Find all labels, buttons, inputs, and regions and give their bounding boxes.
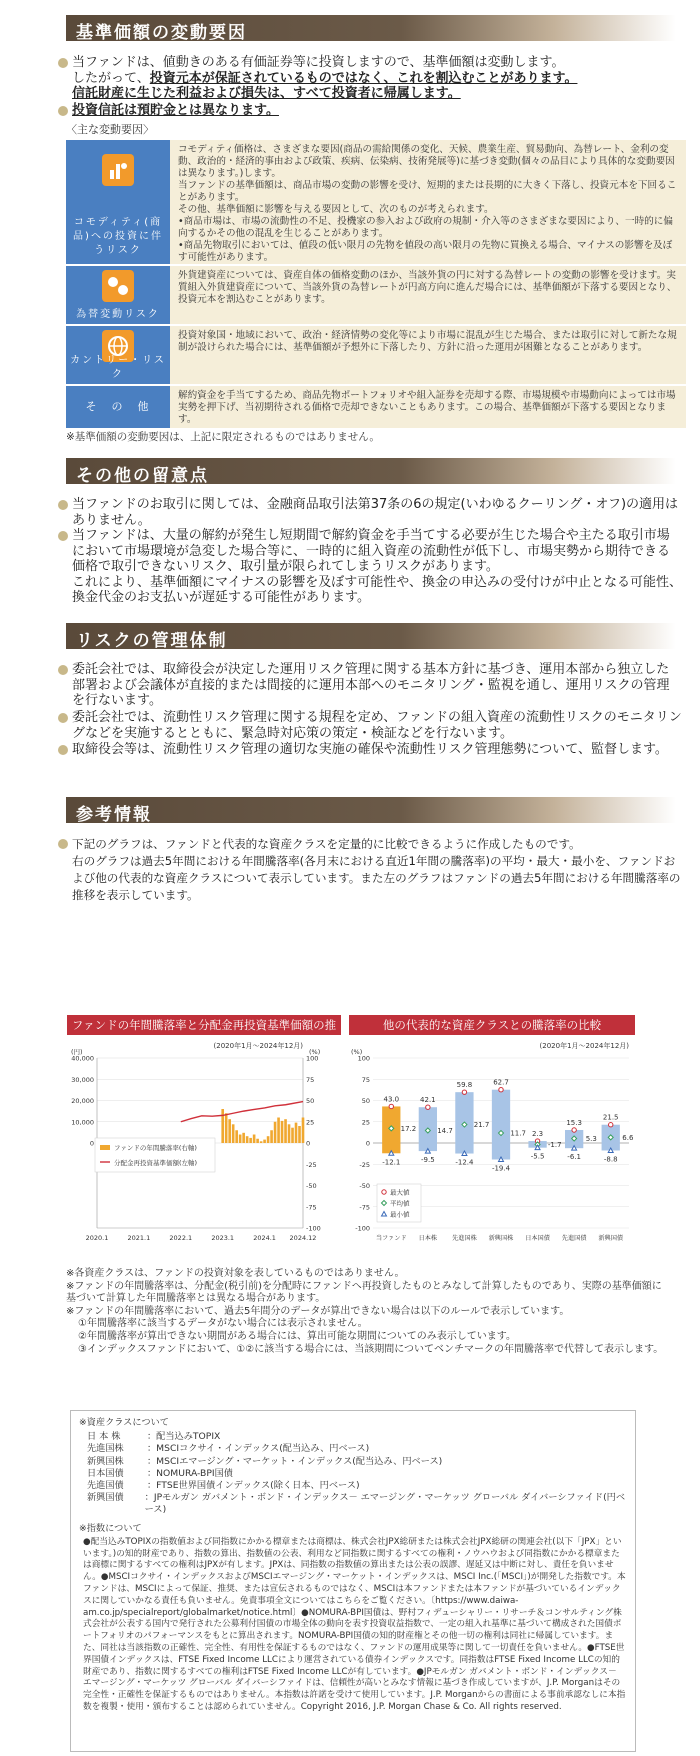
emphasis-text: 投資信託は預貯金とは異なります。	[72, 103, 279, 118]
avg-label: -1.7	[547, 1140, 562, 1149]
avg-label: 11.7	[510, 1129, 526, 1138]
text: 下記のグラフは、ファンドと代表的な資産クラスを定量的に比較できるように作成したものです。	[72, 837, 581, 851]
section-title: 基準価額の変動要因	[76, 23, 247, 43]
category-label: 当ファンド	[375, 1235, 407, 1242]
paragraph-risk-2	[72, 710, 682, 741]
legend-label: 最大値	[390, 1188, 410, 1197]
emphasis-text: 投資元本が保証されているものではなく、これを割込むことがあります。	[149, 70, 578, 86]
paragraph-fluctuation-2	[72, 103, 682, 119]
note: ③インデックスファンドにおいて、①②に該当する場合には、当該期間についてベンチマークの年間騰落率で代替して表示します。	[78, 1343, 664, 1355]
right-tick: 75	[306, 1075, 315, 1084]
chart-title-left: ファンドの年間騰落率と分配金再投資基準価額の推	[67, 1015, 341, 1035]
commodity-icon	[102, 154, 134, 186]
x-tick: 2024.12	[289, 1234, 317, 1242]
asset-value: ：MSCIエマージング・マーケット・インデックス(配当込み、円ベース)	[147, 1455, 443, 1467]
max-marker	[389, 1104, 393, 1108]
bullet-icon	[58, 58, 68, 68]
right-tick: 25	[306, 1118, 315, 1127]
y-tick: 75	[361, 1075, 370, 1084]
text: 取締役会等は、流動性リスク管理の適切な実施の確保や流動性リスク管理態勢について、監督します。	[72, 742, 668, 757]
risk-label-box	[66, 326, 170, 384]
section-title: リスクの管理体制	[76, 631, 228, 651]
min-label: -6.1	[567, 1153, 581, 1162]
index-title: ※指数について	[79, 1522, 142, 1534]
text: 当ファンドは、大量の解約が発生し短期間で解約資金を手当てする必要が生じた場合や主たる取引市場において市場環境が急変した場合等に、一時的に組入資産の流動性が低下し、市場実勢から期待できる価格で取引できないリスク、取引量が限られてしまうリスクがあります。	[72, 528, 671, 574]
x-tick: 2022.1	[169, 1234, 193, 1242]
min-label: -12.1	[382, 1158, 401, 1167]
asset-row	[87, 1443, 627, 1455]
asset-value: ：NOMURA-BPI国債	[147, 1467, 233, 1479]
return-bar	[281, 1121, 284, 1143]
y-tick: 50	[361, 1097, 370, 1105]
avg-label: 6.6	[622, 1133, 634, 1142]
asset-value: ：JPモルガン ガバメント・ボンド・インデックス－ エマージング・マーケッツ グローバル ダイバーシファイド(円ベース)	[144, 1492, 626, 1516]
max-label: 62.7	[493, 1078, 509, 1087]
section-header-reference	[66, 797, 676, 823]
min-label: -19.4	[491, 1164, 511, 1173]
return-bar	[235, 1130, 238, 1143]
return-bar	[298, 1126, 301, 1143]
y-tick: -75	[359, 1203, 370, 1212]
category-label: 日本株	[418, 1235, 438, 1242]
return-bar	[274, 1122, 277, 1143]
chart-title-right: 他の代表的な資産クラスとの騰落率の比較	[349, 1015, 635, 1035]
text: 当ファンドのお取引に関しては、金融商品取引法第37条の6の規定(いわゆるクーリング・オフ)の適用はありません。	[72, 497, 679, 528]
chart-asset-comparison	[349, 1038, 635, 1263]
asset-key: 日 本 株	[87, 1431, 121, 1443]
return-bar	[260, 1141, 263, 1143]
risk-description: コモディティ価格は、さまざまな要因(商品の需給関係の変化、天候、農業生産、貿易動向、為替レート、金利の変動、政治的・経済的事由および政策、疾病、伝染病、技術発展等)に基づき変動(個々の品目により具体的な変動要因は異なります。)します。 当ファンドの基準価額は、商品市場の変動の影響を受け、短期的または長期的に大きく下落し、投資元本を下回ることがあります。 その他、基準価額に影響を与える要因として、次のものが考えられます。 •商品市場は、市場の流動性の不足、投機家の参入および政府の規制・介入等のさまざまな要因により、一時的に偏向するかその他の混乱を生じることがあります。 •商品先物取引においては、値段の低い限月の先物を値段の高い限月の先物に買換える場合、マイナスの影響を及ぼす可能性があります。	[170, 140, 686, 264]
left-tick: 10,000	[71, 1118, 94, 1127]
left-tick: 0	[89, 1139, 94, 1148]
x-tick: 2024.1	[253, 1234, 276, 1242]
asset-row	[87, 1480, 627, 1492]
legend-bar-swatch	[100, 1145, 110, 1150]
risk-row-country	[66, 326, 686, 384]
text: これにより、基準価額にマイナスの影響を及ぼす可能性や、換金の申込みの受付けが中止となる可能性、換金代金のお支払いが遅延する可能性があります。	[72, 574, 682, 605]
risk-label-box	[66, 140, 170, 264]
bullet-icon	[58, 713, 68, 723]
return-bar	[295, 1123, 298, 1143]
max-label: 42.1	[420, 1096, 436, 1105]
right-tick: -25	[306, 1160, 317, 1169]
min-label: -12.4	[455, 1158, 474, 1167]
min-label: -9.5	[421, 1156, 435, 1165]
paragraph-reference	[72, 836, 682, 904]
asset-key: 先進国債	[87, 1480, 124, 1492]
period-label: (2020年1月～2024年12月)	[213, 1042, 303, 1050]
asset-row	[87, 1468, 627, 1480]
asset-key: 先進国株	[87, 1443, 124, 1455]
right-tick: -50	[306, 1182, 317, 1190]
max-label: 59.8	[456, 1081, 473, 1090]
category-label: 新興国株	[488, 1235, 514, 1242]
chart-notes	[66, 1268, 666, 1356]
risk-label: カントリー・リスク	[70, 355, 166, 380]
asset-row	[87, 1431, 627, 1443]
avg-label: 21.7	[473, 1121, 490, 1130]
risk-description: 投資対象国・地域において、政治・経済情勢の変化等により市場に混乱が生じた場合、または取引に対して新たな規制が設けられた場合には、基準価額が予想外に下落したり、方針に沿った運用が困難となることがあります。	[170, 326, 686, 384]
risk-row-currency	[66, 266, 686, 324]
return-bar	[239, 1135, 242, 1144]
x-tick: 2021.1	[127, 1234, 151, 1242]
emphasis-text: 信託財産に生じた利益および損失は、すべて投資者に帰属します。	[72, 86, 461, 101]
return-bar	[242, 1133, 245, 1143]
asset-class-notes	[70, 1410, 636, 1752]
risk-label: そ の 他	[85, 400, 151, 413]
return-bar	[302, 1118, 305, 1144]
category-label: 新興国債	[598, 1235, 624, 1242]
max-marker	[499, 1088, 503, 1092]
bullet-icon	[58, 106, 68, 116]
risk-label-box	[66, 266, 170, 324]
text: 委託会社では、流動性リスク管理に関する規程を定め、ファンドの組入資産の流動性リスクのモニタリングなどを実施するとともに、緊急時対応策の策定・検証などを行ないます。	[72, 710, 682, 741]
legend-label: 平均値	[390, 1199, 410, 1208]
return-bar	[253, 1135, 256, 1144]
return-bar	[284, 1119, 287, 1143]
max-marker	[462, 1090, 466, 1094]
right-tick: -100	[306, 1224, 321, 1233]
text: 委託会社では、取締役会が決定した運用リスク管理に関する基本方針に基づき、運用本部から独立した部署および会議体が直接的または間接的に運用本部へのモニタリング・監視を通し、運用リスクの管理を行ないます。	[72, 662, 670, 708]
y-tick: 0	[365, 1139, 370, 1148]
risk-label: コモディティ(商品)への投資に伴うリスク	[73, 217, 163, 256]
left-axis-unit: (円)	[71, 1048, 83, 1056]
category-label: 先進国株	[452, 1235, 477, 1242]
y-tick: 100	[357, 1054, 370, 1063]
asset-value: ：FTSE世界国債インデックス(除く日本、円ベース)	[147, 1480, 360, 1492]
category-label: 日本国債	[525, 1235, 550, 1242]
chart-fund-returns	[67, 1038, 341, 1263]
return-bar	[232, 1124, 235, 1143]
bullet-icon	[58, 745, 68, 755]
risk-row-commodity	[66, 140, 686, 264]
return-bar	[288, 1124, 291, 1143]
text: 右のグラフは過去5年間における年間騰落率(各月末における直近1年間の騰落率)の平均・最大・最小を、ファンドおよび他の代表的な資産クラスについて表示しています。また左のグラフはファンドの過去5年間における年間騰落率の推移を表示しています。	[72, 854, 681, 902]
right-tick: 50	[306, 1097, 315, 1105]
y-axis-unit: (%)	[351, 1048, 363, 1056]
right-tick: 0	[306, 1139, 311, 1148]
max-label: 21.5	[602, 1113, 619, 1122]
avg-label: 5.3	[585, 1134, 597, 1143]
asset-key: 新興国債	[87, 1492, 124, 1504]
section-title: その他の留意点	[76, 466, 209, 486]
return-bar	[249, 1138, 252, 1143]
risk-description: 解約資金を手当てするため、商品先物ポートフォリオや組入証券を売却する際、市場規模や市場動向によっては市場実勢を押下げ、当初期待される価格で売却できないこともあります。この場合、基準価額が下落する要因となります。	[170, 386, 686, 428]
period-label: (2020年1月～2024年12月)	[539, 1042, 629, 1050]
legend-label: 分配金再投資基準価額(左軸)	[114, 1159, 198, 1167]
max-marker	[609, 1123, 613, 1127]
paragraph-notes-1	[72, 497, 682, 528]
asset-value: ：MSCIコクサイ・インデックス(配当込み、円ベース)	[147, 1443, 370, 1455]
text: 当ファンドは、値動きのある有価証券等に投資しますので、基準価額は変動します。	[72, 55, 565, 70]
text: したがって、	[72, 70, 150, 86]
asset-row	[87, 1492, 627, 1516]
risk-label-box	[66, 386, 170, 428]
return-bar	[263, 1140, 266, 1143]
legend-label: 最小値	[390, 1210, 410, 1219]
return-bar	[291, 1128, 294, 1143]
min-label: -8.8	[603, 1155, 618, 1164]
return-bar	[267, 1136, 270, 1143]
legend-max-marker	[382, 1190, 386, 1194]
avg-label: 17.2	[400, 1124, 417, 1133]
right-tick: 100	[306, 1054, 319, 1063]
return-bar	[221, 1109, 224, 1143]
risk-description: 外貨建資産については、資産自体の価格変動のほか、当該外貨の円に対する為替レートの変動の影響を受けます。実質組入外貨建資産について、当該外貨の為替レートが円高方向に進んだ場合には、基準価額が下落する要因となり、投資元本を割込むことがあります。	[170, 266, 686, 324]
box-title: ※資産クラスについて	[79, 1417, 169, 1428]
category-label: 先進国債	[561, 1235, 587, 1242]
max-marker	[426, 1105, 430, 1109]
asset-key: 新興国株	[87, 1455, 124, 1467]
y-tick: 25	[361, 1118, 370, 1127]
currency-icon	[102, 270, 134, 302]
note: ※ファンドの年間騰落率において、過去5年間分のデータが算出できない場合は以下のルールで表示しています。	[66, 1305, 570, 1317]
x-tick: 2020.1	[85, 1234, 109, 1242]
section-header-risk-management	[66, 623, 676, 649]
y-tick: -100	[355, 1224, 370, 1233]
sub-heading: 〈主な変動要因〉	[66, 123, 154, 136]
return-bar	[277, 1118, 280, 1144]
paragraph-fluctuation-1	[72, 55, 682, 102]
paragraph-risk-1	[72, 662, 682, 709]
paragraph-notes-2	[72, 528, 682, 606]
legend-label: ファンドの年間騰落率(右軸)	[114, 1144, 197, 1152]
paragraph-risk-3	[72, 742, 682, 758]
bullet-icon	[58, 839, 68, 849]
range-bar	[492, 1090, 510, 1160]
y-tick: -25	[359, 1160, 370, 1169]
max-label: 2.3	[532, 1130, 544, 1139]
asset-row	[87, 1456, 627, 1468]
max-label: 15.3	[566, 1118, 582, 1127]
bullet-icon	[58, 665, 68, 675]
left-tick: 40,000	[71, 1054, 94, 1063]
max-marker	[572, 1128, 576, 1132]
footnote: ※基準価額の変動要因は、上記に限定されるものではありません。	[66, 431, 380, 443]
bullet-icon	[58, 500, 68, 510]
right-tick: -75	[306, 1203, 317, 1212]
section-header-fluctuation	[66, 15, 676, 41]
max-label: 43.0	[383, 1095, 400, 1104]
index-text: ●配当込みTOPIXの指数値および同指数にかかる標章または商標は、株式会社JPX総研または株式会社JPX総研の関連会社(以下「JPX」といいます。)の知的財産であり、指数の算出、指数値の公表、利用など同指数に関するすべての権利・ノウハウおよび同指数にかかる標章または商標に関するすべての権利はJPXが有します。JPXは、同指数の指数値の算出または公表の誤謬、遅延又は中断に対し、責任を負いません。●MSCIコクサイ・インデックスおよびMSCIエマージング・マーケット・インデックスは、MSCI Inc.(「MSCI」)が開発した指数です。本ファンドは、MSCIによって保証、推奨、または宣伝されるものではなく、MSCIは本ファンドまたは本ファンドが基づいているインデックスに関していかなる責任も負いません。免責事項全文についてはこちらをご覧ください。〔https://www.daiwa-am.co.jp/specialreport/globalmarket/notice.html〕●NOMURA-BPI国債は、野村フィデューシャリー・リサーチ＆コンサルティング株式会社が公表する国内で発行された公募利付国債の市場全体の動向を表す投資収益指数で、一定の組入れ基準に基づいて構成された国債ポートフォリオのパフォーマンスをもとに算出されます。NOMURA-BPI国債の知的財産権とその他一切の権利は同社に帰属しています。また、同社は当該指数の正確性、完全性、有用性を保証するものではなく、ファンドの運用成果等に関して一切責任を負いません。●FTSE世界国債インデックスは、FTSE Fixed Income LLCにより運営されている債券インデックスです。同指数はFTSE Fixed Income LLCの知的財産であり、指数に関するすべての権利はFTSE Fixed Income LLCが有しています。●JPモルガン ガバメント・ボンド・インデックス－ エマージング・マーケッツ グローバル ダイバーシファイドは、信頼性が高いとみなす情報に基づき作成していますが、J.P. Morganはその完全性・正確性を保証するものではありません。本指数は許諾を受けて使用しています。J.P. Morganからの書面による事前承認なしに本指数を複製・使用・頒布することは認められていません。Copyright 2016, J.P. Morgan Chase & Co. All rights reserved.	[83, 1536, 626, 1712]
left-tick: 30,000	[71, 1075, 94, 1084]
note: ※ファンドの年間騰落率は、分配金(税引前)を分配時にファンドへ再投資したものとみなして計算したものであり、実際の基準価額に基づいて計算した年間騰落率とは異なる場合があります。	[66, 1280, 662, 1305]
return-bar	[228, 1119, 231, 1143]
note: ①年間騰落率に該当するデータがない場合には表示されません。	[78, 1318, 368, 1330]
bullet-icon	[58, 531, 68, 541]
x-tick: 2023.1	[211, 1234, 235, 1242]
section-title: 参考情報	[76, 805, 152, 825]
avg-label: 14.7	[437, 1127, 453, 1136]
asset-key: 日本国債	[87, 1467, 124, 1479]
return-bar	[246, 1136, 249, 1143]
left-tick: 20,000	[71, 1097, 94, 1105]
asset-value: ：配当込みTOPIX	[147, 1431, 221, 1443]
return-bar	[225, 1113, 228, 1143]
risk-label: 為替変動リスク	[76, 309, 160, 320]
note: ※各資産クラスは、ファンドの投資対象を表しているものではありません。	[66, 1268, 405, 1279]
min-label: -5.5	[530, 1152, 545, 1161]
note: ②年間騰落率が算出できない期間がある場合には、算出可能な期間についてのみ表示しています。	[78, 1330, 516, 1342]
section-header-notes	[66, 458, 676, 484]
y-tick: -50	[359, 1182, 370, 1190]
return-bar	[270, 1130, 273, 1143]
return-bar	[256, 1139, 259, 1143]
right-axis-unit: (%)	[309, 1048, 321, 1056]
risk-row-other	[66, 386, 686, 428]
